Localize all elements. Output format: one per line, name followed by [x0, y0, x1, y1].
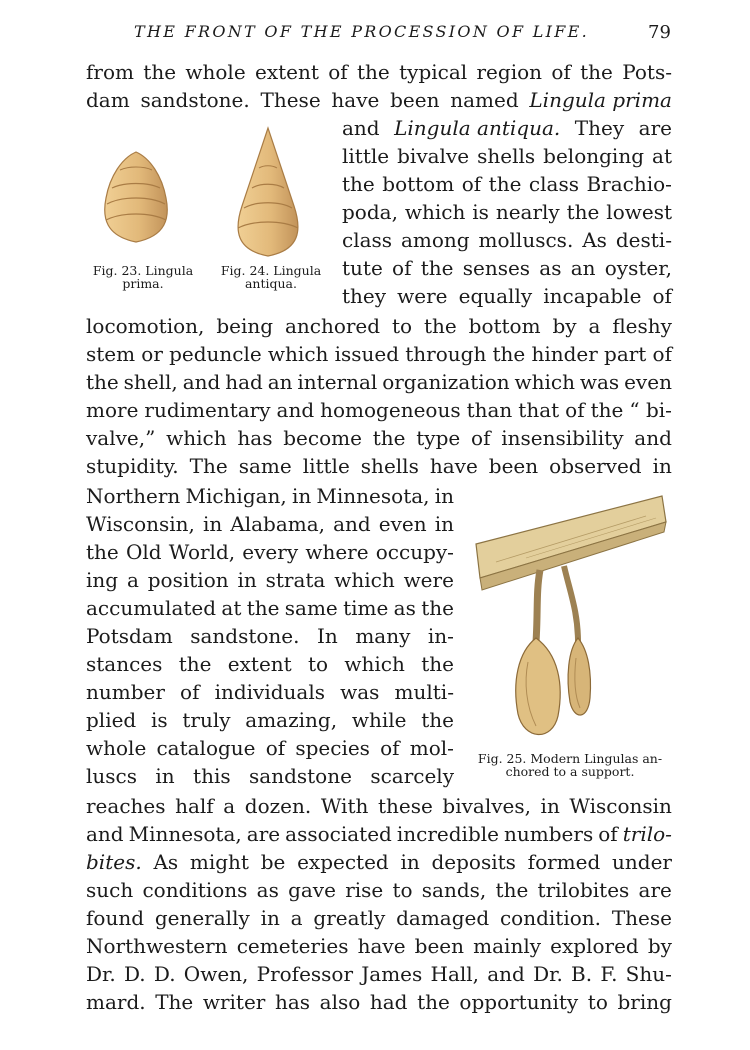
word: and	[342, 116, 380, 140]
word: which	[344, 652, 405, 676]
word: number	[86, 680, 165, 704]
word: the	[421, 708, 454, 732]
text-line	[86, 736, 454, 760]
word: Brachio-	[586, 172, 672, 196]
word: have	[429, 454, 478, 478]
word: the	[580, 60, 613, 84]
word: anchored	[284, 314, 381, 338]
word: Shu-	[625, 962, 672, 986]
word: species	[295, 736, 370, 760]
word: the	[143, 60, 177, 84]
text-line	[86, 314, 672, 338]
word: of	[461, 172, 482, 196]
word: shells	[477, 144, 536, 168]
word: greatly	[313, 906, 386, 930]
word: is	[472, 200, 489, 224]
word: D.	[153, 962, 176, 986]
word: associated	[285, 822, 392, 846]
text-line	[342, 228, 672, 252]
word: class	[342, 228, 393, 252]
word: Owen,	[183, 962, 249, 986]
word: shells	[360, 454, 419, 478]
word: organization	[382, 370, 510, 394]
word: gave	[288, 878, 336, 902]
word: been	[414, 934, 465, 958]
word: F.	[600, 962, 618, 986]
word: a	[126, 568, 139, 592]
word: These	[260, 88, 321, 112]
word: James	[361, 962, 423, 986]
word: the	[421, 652, 454, 676]
word: every	[242, 540, 299, 564]
word: bottom	[468, 314, 541, 338]
word: might	[189, 850, 249, 874]
word: strata	[265, 568, 326, 592]
word: same	[284, 596, 338, 620]
text-line	[342, 200, 672, 224]
text-line	[86, 426, 672, 450]
word: which	[514, 370, 575, 394]
fig-24-caption: Fig. 24. Lingula antiqua.	[220, 263, 322, 291]
word: multi-	[394, 680, 454, 704]
word: the	[423, 314, 457, 338]
word: Wisconsin	[569, 794, 672, 818]
word: equally	[458, 284, 533, 308]
fig-24-lingula-antiqua	[228, 126, 308, 260]
word: and	[333, 512, 371, 536]
word: in	[434, 484, 454, 508]
word: shell,	[123, 370, 178, 394]
word: through	[405, 342, 487, 366]
word: Northern	[86, 484, 181, 508]
fig-25-modern-lingulas	[466, 492, 671, 747]
word: catalogue	[156, 736, 256, 760]
word: The	[189, 454, 228, 478]
word: the	[246, 596, 280, 620]
word: senses	[462, 256, 531, 280]
word: generally	[154, 906, 250, 930]
word: to	[391, 314, 413, 338]
word: this	[193, 764, 231, 788]
word: being	[216, 314, 274, 338]
word: part	[604, 342, 647, 366]
word: Pots-	[622, 60, 672, 84]
word: and	[276, 398, 315, 422]
text-line	[86, 794, 672, 818]
word: B.	[571, 962, 593, 986]
word: the	[357, 60, 390, 84]
word: dam	[86, 88, 130, 112]
word: trilo-	[622, 822, 672, 846]
word: in	[540, 794, 560, 818]
text-line	[86, 652, 454, 676]
word: bivalves,	[442, 794, 531, 818]
word: Lingula prima	[529, 88, 672, 112]
word: luscs	[86, 764, 138, 788]
word: whole	[86, 736, 147, 760]
word: the	[417, 990, 450, 1014]
word: half	[175, 794, 214, 818]
word: been	[488, 454, 539, 478]
word: Alabama,	[230, 512, 326, 536]
word: ing	[86, 568, 119, 592]
word: as	[393, 596, 416, 620]
text-line	[86, 484, 454, 508]
word: has	[237, 426, 273, 450]
word: Old	[125, 540, 162, 564]
word: Potsdam	[86, 624, 173, 648]
word: The	[155, 990, 194, 1014]
word: incredible	[396, 822, 499, 846]
word: be	[260, 850, 286, 874]
word: an	[267, 370, 293, 394]
word: in	[237, 568, 257, 592]
text-line	[86, 342, 672, 366]
word: Michigan,	[185, 484, 287, 508]
text-line	[86, 934, 672, 958]
word: occupy-	[375, 540, 454, 564]
word: among	[400, 228, 470, 252]
word: reaches	[86, 794, 166, 818]
text-line	[86, 568, 454, 592]
word: to	[308, 652, 329, 676]
word: in	[652, 454, 672, 478]
word: accumulated	[86, 596, 217, 620]
word: to	[392, 878, 413, 902]
word: than	[466, 398, 513, 422]
word: in	[400, 850, 420, 874]
word: which	[267, 342, 329, 366]
word: plied	[86, 708, 137, 732]
word: In	[317, 624, 338, 648]
word: they	[342, 284, 387, 308]
word: Minnesota,	[316, 484, 430, 508]
text-line	[342, 172, 672, 196]
text-line	[342, 284, 672, 308]
text-line	[86, 878, 672, 902]
word: Lingula antiqua.	[394, 116, 561, 140]
word: in	[202, 512, 223, 536]
word: little	[302, 454, 350, 478]
word: the	[495, 878, 529, 902]
word: little	[342, 144, 390, 168]
word: of	[180, 680, 200, 704]
text-line	[86, 454, 672, 478]
word: at	[652, 144, 672, 168]
text-line	[86, 596, 454, 620]
word: stances	[86, 652, 163, 676]
word: from	[86, 60, 134, 84]
fig-23-lingula-prima	[98, 148, 174, 246]
word: which	[404, 200, 466, 224]
word: has	[274, 990, 311, 1014]
word: dozen.	[244, 794, 312, 818]
word: position	[147, 568, 229, 592]
word: valve,”	[86, 426, 156, 450]
word: to	[587, 990, 608, 1014]
word: is	[150, 708, 168, 732]
word: They	[574, 116, 625, 140]
word: peduncle	[169, 342, 262, 366]
word: Dr.	[533, 962, 563, 986]
word: the	[492, 342, 526, 366]
word: stem	[86, 342, 136, 366]
word: issued	[334, 342, 400, 366]
word: and	[86, 822, 124, 846]
word: become	[283, 426, 362, 450]
word: Hall,	[430, 962, 480, 986]
text-line	[342, 144, 672, 168]
text-line	[86, 962, 672, 986]
text-line	[86, 906, 672, 930]
word: even	[378, 512, 427, 536]
text-line	[86, 370, 672, 394]
word: numbers	[504, 822, 594, 846]
word: of	[565, 398, 585, 422]
word: under	[612, 850, 672, 874]
word: extent	[227, 652, 292, 676]
word: cemeteries	[236, 934, 349, 958]
word: As	[582, 228, 607, 252]
word: nearly	[495, 200, 560, 224]
word: sandstone	[249, 764, 352, 788]
fig-23-caption: Fig. 23. Lingula prima.	[92, 263, 194, 291]
word: bring	[617, 990, 672, 1014]
word: a	[223, 794, 236, 818]
word: incapable	[543, 284, 642, 308]
word: or	[141, 342, 163, 366]
word: of	[598, 822, 618, 846]
word: had	[225, 370, 263, 394]
page-number: 79	[648, 22, 671, 43]
word: formed	[527, 850, 601, 874]
text-line	[86, 398, 672, 422]
word: same	[238, 454, 292, 478]
word: fleshy	[612, 314, 672, 338]
word: these	[377, 794, 433, 818]
word: Northwestern	[86, 934, 228, 958]
word: opportunity	[459, 990, 579, 1014]
text-line	[86, 990, 672, 1014]
text-line	[342, 116, 672, 140]
word: been	[390, 88, 440, 112]
word: the	[86, 370, 119, 394]
word: the	[420, 256, 454, 280]
word: in	[260, 906, 280, 930]
word: the	[178, 652, 212, 676]
word: which	[166, 426, 227, 450]
word: the	[86, 540, 119, 564]
word: stupidity.	[86, 454, 179, 478]
word: Professor	[256, 962, 354, 986]
running-header	[0, 20, 750, 44]
word: while	[351, 708, 407, 732]
word: such	[86, 878, 134, 902]
word: deposits	[431, 850, 516, 874]
word: condition.	[499, 906, 602, 930]
word: region	[476, 60, 543, 84]
word: also	[319, 990, 361, 1014]
text-line	[86, 680, 454, 704]
word: was	[340, 680, 380, 704]
word: damaged	[396, 906, 490, 930]
word: by	[552, 314, 577, 338]
word: conditions	[142, 878, 248, 902]
word: more	[86, 398, 139, 422]
word: as	[539, 256, 562, 280]
word: the	[342, 172, 375, 196]
word: “ bi-	[629, 398, 672, 422]
word: sands,	[421, 878, 487, 902]
word: in	[291, 484, 312, 508]
word: mol-	[409, 736, 454, 760]
word: at	[221, 596, 242, 620]
word: as	[256, 878, 279, 902]
word: the	[372, 426, 406, 450]
word: writer	[202, 990, 266, 1014]
word: mard.	[86, 990, 146, 1014]
word: are	[246, 822, 281, 846]
word: rise	[345, 878, 384, 902]
text-line	[86, 708, 454, 732]
word: and	[634, 426, 672, 450]
word: were	[397, 284, 448, 308]
word: class	[528, 172, 579, 196]
word: mainly	[473, 934, 542, 958]
word: the	[421, 596, 454, 620]
word: trilobites	[537, 878, 630, 902]
word: molluscs.	[478, 228, 574, 252]
word: locomotion,	[86, 314, 205, 338]
word: With	[320, 794, 369, 818]
word: are	[638, 878, 672, 902]
word: individuals	[214, 680, 326, 704]
word: time	[343, 596, 389, 620]
word: have	[331, 88, 380, 112]
word: of	[652, 342, 672, 366]
word: sandstone.	[140, 88, 250, 112]
word: have	[357, 934, 406, 958]
word: named	[450, 88, 519, 112]
word: insensibility	[501, 426, 624, 450]
word: an	[570, 256, 596, 280]
word: whole	[185, 60, 246, 84]
word: bottom	[382, 172, 455, 196]
word: rudimentary	[144, 398, 271, 422]
word: found	[86, 906, 145, 930]
word: was	[579, 370, 620, 394]
word: bites.	[86, 850, 142, 874]
word: tute	[342, 256, 383, 280]
text-line	[86, 822, 672, 846]
word: truly	[182, 708, 231, 732]
word: typical	[399, 60, 468, 84]
word: in	[434, 512, 454, 536]
word: of	[551, 60, 571, 84]
word: of	[380, 736, 400, 760]
text-line	[86, 624, 454, 648]
word: many	[355, 624, 411, 648]
word: expected	[297, 850, 389, 874]
word: These	[611, 906, 672, 930]
word: that	[518, 398, 560, 422]
word: and	[182, 370, 221, 394]
word: explored	[550, 934, 639, 958]
word: lowest	[606, 200, 672, 224]
word: by	[647, 934, 672, 958]
word: World,	[168, 540, 236, 564]
text-line	[86, 850, 672, 874]
word: were	[403, 568, 454, 592]
word: observed	[549, 454, 642, 478]
word: even	[624, 370, 672, 394]
word: in-	[427, 624, 454, 648]
fig-25-caption: Fig. 25. Modern Lingulas an- chored to a support.	[477, 751, 663, 779]
word: poda,	[342, 200, 398, 224]
word: the	[488, 172, 522, 196]
word: extent	[255, 60, 319, 84]
word: of	[328, 60, 348, 84]
word: oyster,	[604, 256, 672, 280]
word: and	[487, 962, 525, 986]
word: a	[588, 314, 601, 338]
word: hinder	[531, 342, 598, 366]
word: had	[369, 990, 408, 1014]
word: which	[334, 568, 395, 592]
word: are	[638, 116, 672, 140]
word: scarcely	[370, 764, 454, 788]
running-title: THE FRONT OF THE PROCESSION OF LIFE.	[134, 22, 590, 41]
word: amazing,	[245, 708, 338, 732]
word: Wisconsin,	[86, 512, 195, 536]
word: of	[471, 426, 491, 450]
word: Minnesota,	[128, 822, 242, 846]
word: D.	[123, 962, 146, 986]
word: internal	[297, 370, 378, 394]
word: homogeneous	[320, 398, 461, 422]
word: Dr.	[86, 962, 116, 986]
text-line	[86, 60, 672, 84]
word: bivalve	[397, 144, 470, 168]
word: where	[305, 540, 369, 564]
word: desti-	[615, 228, 672, 252]
word: belonging	[543, 144, 644, 168]
word: the	[590, 398, 624, 422]
word: in	[155, 764, 175, 788]
word: As	[153, 850, 179, 874]
text-line	[86, 88, 672, 112]
word: sandstone.	[190, 624, 300, 648]
text-line	[86, 540, 454, 564]
word: type	[416, 426, 461, 450]
text-line	[342, 256, 672, 280]
word: a	[290, 906, 303, 930]
text-line	[86, 512, 454, 536]
word: the	[566, 200, 600, 224]
word: of	[265, 736, 286, 760]
word: of	[392, 256, 412, 280]
word: of	[652, 284, 672, 308]
text-line	[86, 764, 454, 788]
